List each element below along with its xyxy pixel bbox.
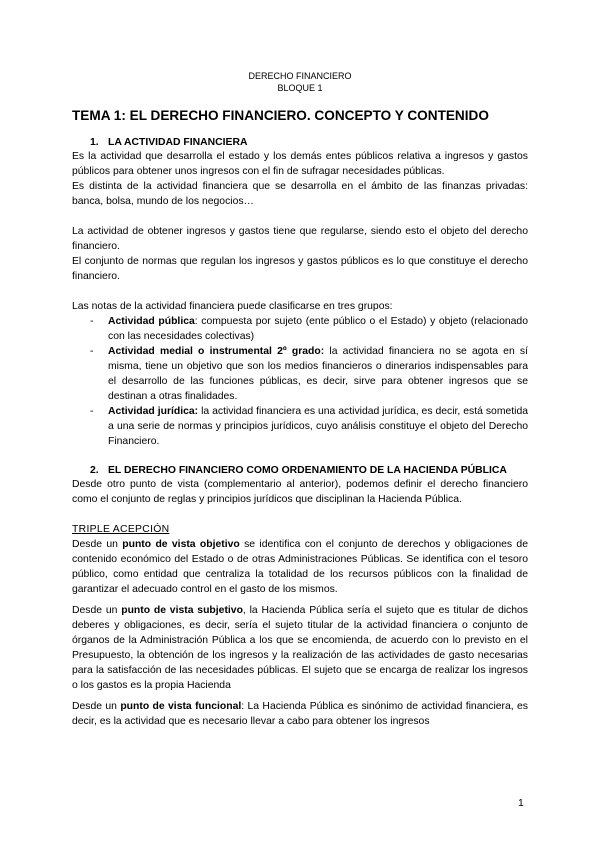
section-1-paragraph-5: Las notas de la actividad financiera puede clasificarse en tres grupos: <box>72 301 393 312</box>
section-2-heading <box>72 464 528 477</box>
list-item-term: Actividad jurídica: <box>108 406 199 417</box>
page-title: TEMA 1: EL DERECHO FINANCIERO. CONCEPTO Y CONTENIDO <box>72 108 489 123</box>
page-number: 1 <box>518 798 524 809</box>
section-1-paragraph-2: Es distinta de la actividad financiera que se desarrolla en el ámbito de las finanzas privadas: banca, bolsa, mundo de los negocios… <box>72 181 528 207</box>
list-item <box>72 314 528 344</box>
functional-paragraph: Desde un punto de vista funcional: La Hacienda Pública es sinónimo de actividad financiera, es decir, es la actividad que es necesario llevar a cabo para obtener los ingresos <box>72 701 528 727</box>
section-2-paragraph-1: Desde otro punto de vista (complementario al anterior), podemos definir el derecho financiero como el conjunto de reglas y principios jurídicos que disciplinan la Hacienda Pública. <box>72 479 528 505</box>
section-1-heading <box>72 136 528 149</box>
list-dash: - <box>90 346 94 357</box>
page-content <box>72 70 528 729</box>
subjective-term: punto de vista subjetivo <box>121 605 243 616</box>
section-2-number: 2. <box>90 465 99 476</box>
section-2-title: EL DERECHO FINANCIERO COMO ORDENAMIENTO DE LA HACIENDA PÚBLICA <box>108 465 507 476</box>
list-item <box>72 404 528 449</box>
objective-term: punto de vista objetivo <box>122 539 240 550</box>
triple-acepcion-subheading: TRIPLE ACEPCIÓN <box>72 524 170 535</box>
subjective-paragraph: Desde un punto de vista subjetivo, la Hacienda Pública sería el sujeto que es titular de dichos deberes y obligaciones, es decir, sería el sujeto titular de la actividad financiera o conjunto de órganos de la Administración Pública a los que se encomienda, de acuerdo con lo previsto en el Presupuesto, la obtención de los ingresos y la realización de las actividades de gasto necesarias para la satisfacción de las necesidades públicas. El sujeto que se encarga de realizar los ingresos o los gastos es la propia Hacienda <box>72 605 528 691</box>
list-dash: - <box>90 316 94 327</box>
section-1-paragraph-4: El conjunto de normas que regulan los ingresos y gastos públicos es lo que constituye el derecho financiero. <box>72 256 528 282</box>
header-subject: DERECHO FINANCIERO <box>248 71 352 81</box>
list-item-text: : compuesta por sujeto (ente público o el Estado) y objeto (relacionado con las necesidades colectivas) <box>108 316 528 342</box>
objective-paragraph: Desde un punto de vista objetivo se identifica con el conjunto de derechos y obligaciones de contenido económico del Estado o de otras Administraciones Públicas. Se identifica con el tesoro público, como entidad que centraliza la totalidad de los recursos públicos con la finalidad de garantizar el adecuado control en el gasto de los mismos. <box>72 539 528 595</box>
functional-term: punto de vista funcional <box>120 701 242 712</box>
section-1-paragraph-1: Es la actividad que desarrolla el estado y los demás entes públicos relativa a ingresos y gastos públicos para obtener unos ingresos con el fin de sufragar necesidades públicas. <box>72 151 528 177</box>
list-item-term: Actividad pública <box>108 316 195 327</box>
document-header <box>72 70 528 94</box>
activity-notes-list <box>72 314 528 449</box>
list-item-term: Actividad medial o instrumental 2º grado: <box>108 346 325 357</box>
list-dash: - <box>90 406 94 417</box>
list-item <box>72 344 528 404</box>
section-1-number: 1. <box>90 137 99 148</box>
list-item-text: la actividad financiera es una actividad jurídica, es decir, está sometida a una serie de normas y principios jurídicos, cuyo análisis constituye el objeto del Derecho Financiero. <box>108 406 529 447</box>
list-item-text: la actividad financiera no se agota en sí misma, tiene un objetivo que son los medios financieros o dinerarios indispensables para el desarrollo de las funciones públicas, es decir, sirve para obtener ingresos que se destinan a otras finalidades. <box>108 346 528 402</box>
section-1-title: LA ACTIVIDAD FINANCIERA <box>108 137 248 148</box>
header-block: BLOQUE 1 <box>277 83 323 93</box>
section-1-paragraph-3: La actividad de obtener ingresos y gastos tiene que regularse, siendo esto el objeto del derecho financiero. <box>72 226 528 252</box>
